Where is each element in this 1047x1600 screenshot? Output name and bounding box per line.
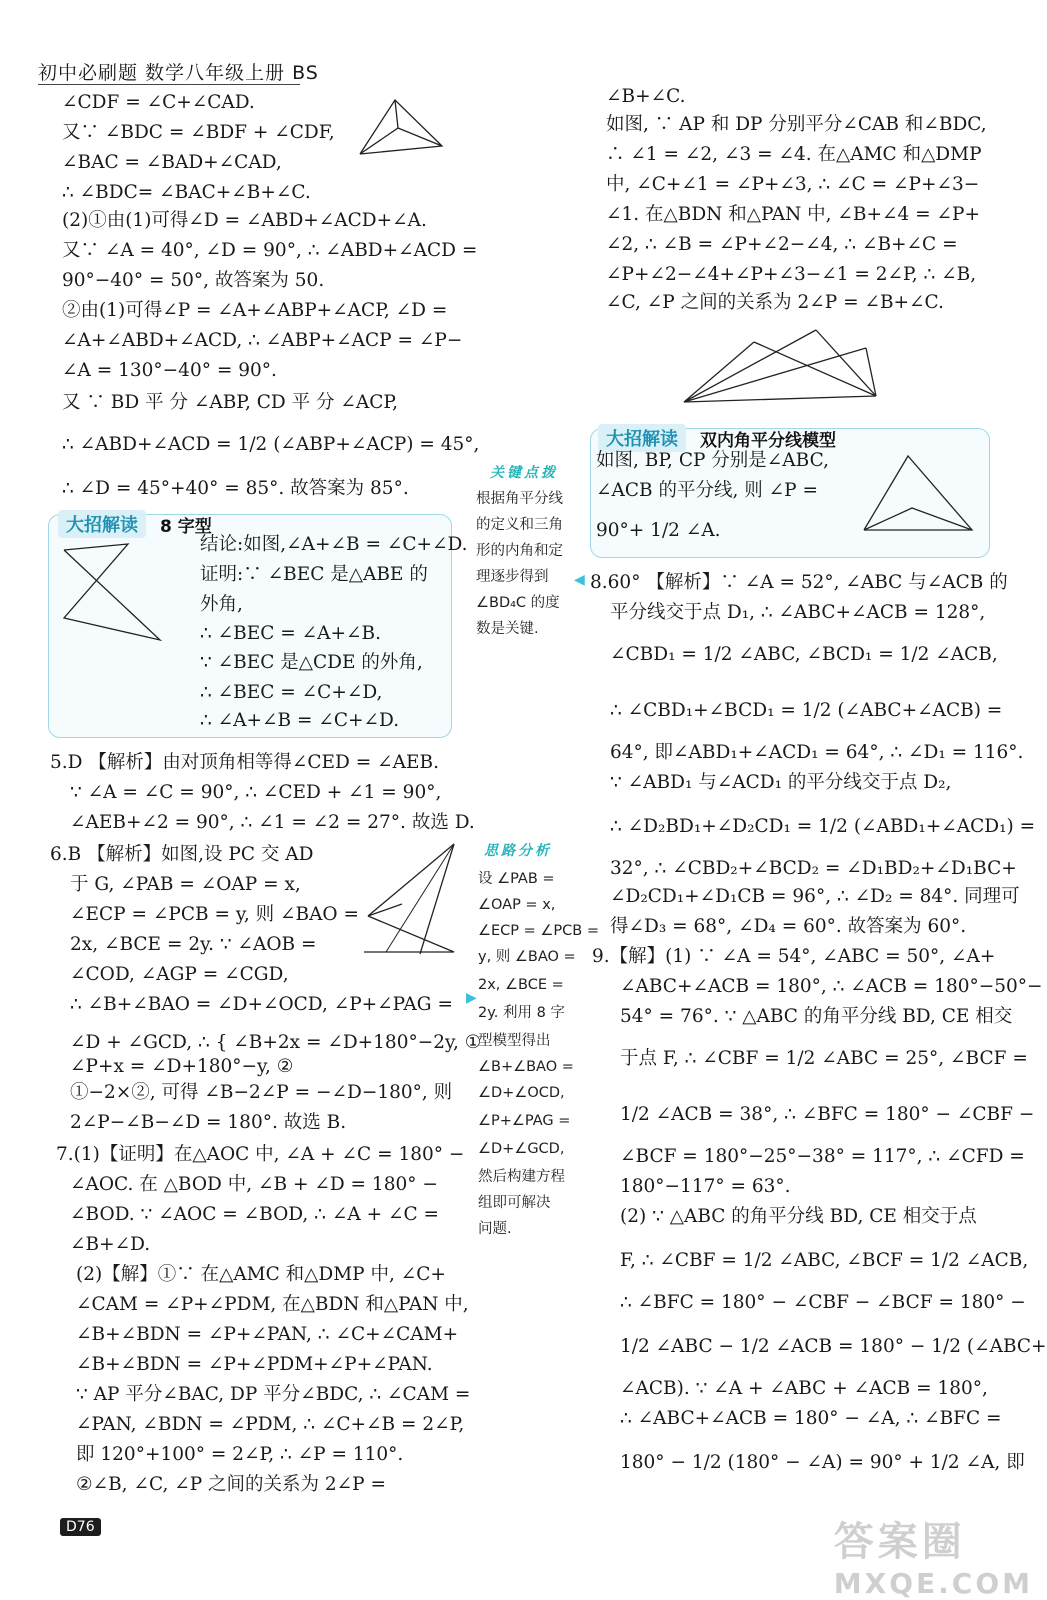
right-line: ∠P+∠2−∠4+∠P+∠3−∠1 = 2∠P, ∴ ∠B, — [606, 264, 977, 285]
side-note-line: 2x, ∠BCE = — [478, 977, 564, 993]
answer-line: ∠PAN, ∠BDN = ∠PDM, ∴ ∠C+∠B = 2∠P, — [76, 1414, 465, 1435]
answer-line: ∴ ∠CBD₁+∠BCD₁ = 1/2 (∠ABC+∠ACB) = — [610, 700, 1003, 721]
answer-line: ∠D + ∠GCD, ∴ { ∠B+2x = ∠D+180°−2y, ① — [70, 1032, 482, 1053]
answer-line: ∠P+x = ∠D+180°−y, ② — [70, 1056, 294, 1077]
answer-line: 32°, ∴ ∠CBD₂+∠BCD₂ = ∠D₁BD₂+∠D₁BC+ — [610, 858, 1017, 879]
answer-line: 2∠P−∠B−∠D = 180°. 故选 B. — [70, 1112, 347, 1133]
right-line: ∠2, ∴ ∠B = ∠P+∠2−∠4, ∴ ∠B+∠C = — [606, 234, 958, 255]
side-note-line: 问题. — [478, 1221, 512, 1237]
pointer-arrow-icon: ◀ — [574, 572, 585, 588]
answer-line: ∵ ∠A = ∠C = 90°, ∴ ∠CED + ∠1 = 90°, — [70, 782, 442, 803]
page-number: D76 — [60, 1518, 101, 1536]
side-note-line: ∠D+∠OCD, — [478, 1085, 565, 1101]
left-line: (2)①由(1)可得∠D = ∠ABD+∠ACD+∠A. — [62, 210, 427, 231]
answer-line: ①−2×②, 可得 ∠B−2∠P = −∠D−180°, 则 — [70, 1082, 453, 1103]
left-line: 又∵ ∠BDC = ∠BDF + ∠CDF, — [62, 122, 335, 143]
answer-line: ∴ ∠D₂BD₁+∠D₂CD₁ = 1/2 (∠ABD₁+∠ACD₁) = — [610, 816, 1036, 837]
answer-line: ∵ ∠ABD₁ 与∠ACD₁ 的平分线交于点 D₂, — [610, 772, 952, 793]
left-line: 又∵ ∠A = 40°, ∠D = 90°, ∴ ∠ABD+∠ACD = — [62, 240, 478, 261]
boxbis-line: 90°+ 1/2 ∠A. — [596, 520, 721, 541]
side-note-title: 关键点拨 — [490, 465, 558, 481]
right-line: 中, ∠C+∠1 = ∠P+∠3, ∴ ∠C = ∠P+∠3− — [606, 174, 980, 195]
left-line: ∴ ∠BDC= ∠BAC+∠B+∠C. — [62, 182, 311, 203]
right-line: ∠C, ∠P 之间的关系为 2∠P = ∠B+∠C. — [606, 292, 944, 313]
answer-line: ∴ ∠BFC = 180° − ∠CBF − ∠BCF = 180° − — [620, 1292, 1026, 1313]
boxbis-line: ∠ACB 的平分线, 则 ∠P = — [596, 480, 818, 501]
tip-box-subtitle: 8 字型 — [160, 517, 212, 537]
problem-7-figure — [676, 318, 906, 414]
answer-line: 于点 F, ∴ ∠CBF = 1/2 ∠ABC = 25°, ∠BCF = — [620, 1048, 1028, 1069]
box8-line: ∴ ∠BEC = ∠A+∠B. — [200, 623, 382, 644]
right-line: ∴ ∠1 = ∠2, ∠3 = ∠4. 在△AMC 和△DMP — [606, 144, 982, 165]
box8-line: ∴ ∠A+∠B = ∠C+∠D. — [200, 710, 400, 731]
side-note-line: ∠P+∠PAG = — [478, 1113, 571, 1129]
watermark-logo — [834, 1510, 1033, 1600]
pointer-arrow-icon: ▶ — [466, 990, 477, 1006]
header-rule — [38, 84, 300, 85]
left-line: ∠A = 130°−40° = 90°. — [62, 360, 277, 381]
answer-line: ∠ACB). ∵ ∠A + ∠ABC + ∠ACB = 180°, — [620, 1378, 988, 1399]
answer-line: 9.【解】(1) ∵ ∠A = 54°, ∠ABC = 50°, ∠A+ — [592, 946, 996, 967]
answer-line: (2) ∵ △ABC 的角平分线 BD, CE 相交于点 — [620, 1206, 977, 1227]
answer-line: ∠AEB+∠2 = 90°, ∴ ∠1 = ∠2 = 27°. 故选 D. — [70, 812, 475, 833]
side-note-line: 的定义和三角 — [476, 517, 563, 533]
side-note-line: 理逐步得到 — [476, 569, 549, 585]
right-line: ∠1. 在△BDN 和△PAN 中, ∠B+∠4 = ∠P+ — [606, 204, 981, 225]
side-note-line: y, 则 ∠BAO = — [478, 949, 576, 965]
side-note-line: ∠ECP = ∠PCB = — [478, 923, 599, 939]
box8-line: 结论:如图,∠A+∠B = ∠C+∠D. — [200, 534, 468, 555]
triangle-figure-1 — [340, 86, 460, 166]
left-line: ∴ ∠ABD+∠ACD = 1/2 (∠ABP+∠ACP) = 45°, — [62, 434, 480, 455]
answer-line: ∠B+∠BDN = ∠P+∠PDM+∠P+∠PAN. — [76, 1354, 433, 1375]
answer-line: 于 G, ∠PAB = ∠OAP = x, — [70, 874, 301, 895]
left-line: ∠A+∠ABD+∠ACD, ∴ ∠ABP+∠ACP = ∠P− — [62, 330, 463, 351]
answer-line: 8.60° 【解析】∵ ∠A = 52°, ∠ABC 与∠ACB 的 — [590, 572, 1008, 593]
answer-line: ∠ECP = ∠PCB = y, 则 ∠BAO = — [70, 904, 359, 925]
answer-line: 1/2 ∠ACB = 38°, ∴ ∠BFC = 180° − ∠CBF − — [620, 1104, 1035, 1125]
side-note-line: 组即可解决 — [478, 1195, 551, 1211]
side-note-line: 根据角平分线 — [476, 491, 563, 507]
answer-line: ∠B+∠BDN = ∠P+∠PAN, ∴ ∠C+∠CAM+ — [76, 1324, 459, 1345]
side-note-title: 思路分析 — [484, 843, 552, 859]
side-note-line: ∠OAP = x, — [478, 897, 556, 913]
side-note-line: ∠B+∠BAO = — [478, 1059, 574, 1075]
side-note-line: ∠D+∠GCD, — [478, 1141, 565, 1157]
answer-line: 5.D 【解析】由对顶角相等得∠CED = ∠AEB. — [50, 752, 439, 773]
left-line: 90°−40° = 50°, 故答案为 50. — [62, 270, 325, 291]
side-note-line: 设 ∠PAB = — [478, 871, 555, 887]
left-line: ∠BAC = ∠BAD+∠CAD, — [62, 152, 282, 173]
answer-line: ∠CAM = ∠P+∠PDM, 在△BDN 和△PAN 中, — [76, 1294, 469, 1315]
answer-line: ∠CBD₁ = 1/2 ∠ABC, ∠BCD₁ = 1/2 ∠ACB, — [610, 644, 998, 665]
bisector-triangle-figure — [852, 444, 984, 544]
answer-line: ∠AOC. 在 △BOD 中, ∠B + ∠D = 180° − — [70, 1174, 438, 1195]
answer-line: 1/2 ∠ABC − 1/2 ∠ACB = 180° − 1/2 (∠ABC+ — [620, 1336, 1047, 1357]
watermark-line1: 答案圈 — [833, 1519, 966, 1565]
side-note-line: ∠BD₄C 的度 — [476, 595, 560, 611]
answer-line: 即 120°+100° = 2∠P, ∴ ∠P = 110°. — [76, 1444, 404, 1465]
box8-line: ∵ ∠BEC 是△CDE 的外角, — [200, 652, 423, 673]
tip-box-title: 大招解读 — [598, 424, 686, 452]
answer-line: ②∠B, ∠C, ∠P 之间的关系为 2∠P = — [76, 1474, 387, 1495]
answer-line: 2x, ∠BCE = 2y. ∵ ∠AOB = — [70, 934, 317, 955]
answer-line: ∠BCF = 180°−25°−38° = 117°, ∴ ∠CFD = — [620, 1146, 1025, 1167]
side-note-line: 型模型得出 — [478, 1033, 551, 1049]
answer-line: 平分线交于点 D₁, ∴ ∠ABC+∠ACB = 128°, — [610, 602, 986, 623]
answer-line: ∠B+∠D. — [70, 1234, 151, 1255]
answer-line: ∵ AP 平分∠BAC, DP 平分∠BDC, ∴ ∠CAM = — [76, 1384, 471, 1405]
answer-line: 7.(1)【证明】在△AOC 中, ∠A + ∠C = 180° − — [56, 1144, 465, 1165]
side-note-line: 然后构建方程 — [478, 1169, 565, 1185]
side-note-line: 形的内角和定 — [476, 543, 563, 559]
left-line: ∠CDF = ∠C+∠CAD. — [62, 92, 255, 113]
answer-line: 180°−117° = 63°. — [620, 1176, 791, 1197]
figure-8-diagram — [52, 536, 172, 656]
tip-box-subtitle: 双内角平分线模型 — [700, 431, 836, 451]
answer-line: ∠BOD. ∵ ∠AOC = ∠BOD, ∴ ∠A + ∠C = — [70, 1204, 439, 1225]
left-line: ∴ ∠D = 45°+40° = 85°. 故答案为 85°. — [62, 478, 409, 499]
answer-line: 得∠D₃ = 68°, ∠D₄ = 60°. 故答案为 60°. — [610, 916, 967, 937]
left-line: 又 ∵ BD 平 分 ∠ABP, CD 平 分 ∠ACP, — [62, 392, 398, 413]
answer-line: 180° − 1/2 (180° − ∠A) = 90° + 1/2 ∠A, 即 — [620, 1452, 1025, 1473]
boxbis-line: 如图, BP, CP 分别是∠ABC, — [596, 450, 829, 471]
tip-box-title: 大招解读 — [58, 510, 146, 538]
answer-line: 64°, 即∠ABD₁+∠ACD₁ = 64°, ∴ ∠D₁ = 116°. — [610, 742, 1024, 763]
box8-line: 证明:∵ ∠BEC 是△ABE 的 — [200, 564, 428, 585]
side-note-line: 数是关键. — [476, 621, 539, 637]
answer-line: ∴ ∠ABC+∠ACB = 180° − ∠A, ∴ ∠BFC = — [620, 1408, 1002, 1429]
box8-line: ∴ ∠BEC = ∠C+∠D, — [200, 682, 383, 703]
answer-line: (2)【解】①∵ 在△AMC 和△DMP 中, ∠C+ — [76, 1264, 446, 1285]
left-line: ②由(1)可得∠P = ∠A+∠ABP+∠ACP, ∠D = — [62, 300, 448, 321]
page-header: 初中必刷题 数学八年级上册 BS — [38, 62, 319, 84]
answer-line: ∠COD, ∠AGP = ∠CGD, — [70, 964, 289, 985]
answer-line: 54° = 76°. ∵ △ABC 的角平分线 BD, CE 相交 — [620, 1006, 1013, 1027]
problem-6-figure — [350, 836, 470, 966]
answer-line: F, ∴ ∠CBF = 1/2 ∠ABC, ∠BCF = 1/2 ∠ACB, — [620, 1250, 1029, 1271]
right-line: ∠B+∠C. — [606, 86, 686, 107]
answer-line: 6.B 【解析】如图,设 PC 交 AD — [50, 844, 314, 865]
box8-line: 外角, — [200, 594, 243, 615]
answer-line: ∠ABC+∠ACB = 180°, ∴ ∠ACB = 180°−50°− — [620, 976, 1043, 997]
right-line: 如图, ∵ AP 和 DP 分别平分∠CAB 和∠BDC, — [606, 114, 987, 135]
answer-line: ∠D₂CD₁+∠D₁CB = 96°, ∴ ∠D₂ = 84°. 同理可 — [610, 886, 1020, 907]
watermark-line2: MXQE.COM — [833, 1567, 1033, 1600]
side-note-line: 2y. 利用 8 字 — [478, 1005, 565, 1021]
answer-line: ∴ ∠B+∠BAO = ∠D+∠OCD, ∠P+∠PAG = — [70, 994, 453, 1015]
